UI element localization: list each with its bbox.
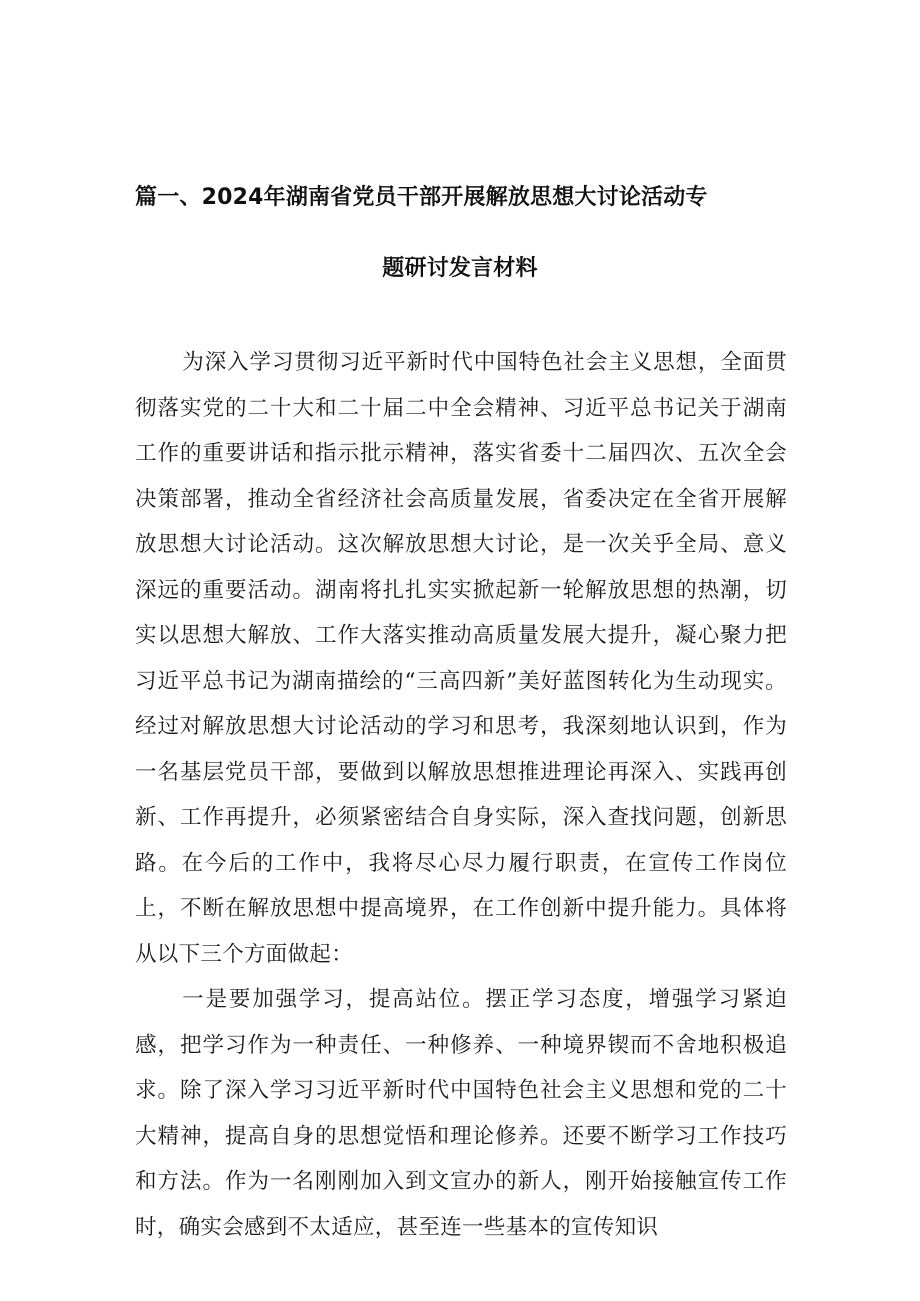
body-paragraph: 为深入学习贯彻习近平新时代中国特色社会主义思想，全面贯彻落实党的二十大和二十届二中全会精神、习近平总书记关于湖南工作的重要讲话和指示批示精神，落实省委十二届四次、五次全会决策部署，推动全省经济社会高质量发展，省委决定在全省开展解放思想大讨论活动。这次解放思想大讨论，是一次关乎全局、意义深远的重要活动。湖南将扎扎实实掀起新一轮解放思想的热潮，切实以思想大解放、工作大落实推动高质量发展大提升，凝心聚力把习近平总书记为湖南描绘的“三高四新”美好蓝图转化为生动现实。经过对解放思想大讨论活动的学习和思考，我深刻地认识到，作为一名基层党员干部，要做到以解放思想推进理论再深入、实践再创新、工作再提升，必须紧密结合自身实际，深入查找问题，创新思路。在今后的工作中，我将尽心尽力履行职责，在宣传工作岗位上，不断在解放思想中提高境界，在工作创新中提升能力。具体将从以下三个方面做起： xyxy=(135,350,787,967)
document-body xyxy=(135,340,787,1250)
body-paragraph: 一是要加强学习，提高站位。摆正学习态度，增强学习紧迫感，把学习作为一种责任、一种修养、一种境界锲而不舍地积极追求。除了深入学习习近平新时代中国特色社会主义思想和党的二十大精神，提高自身的思想觉悟和理论修养。还要不断学习工作技巧和方法。作为一名刚刚加入到文宣办的新人，刚开始接触宣传工作时，确实会感到不太适应，甚至连一些基本的宣传知识 xyxy=(135,987,787,1240)
document-title-line-2: 题研讨发言材料 xyxy=(382,256,538,281)
document-title-line-1: 篇一、2024年湖南省党员干部开展解放思想大讨论活动专 xyxy=(135,185,708,210)
